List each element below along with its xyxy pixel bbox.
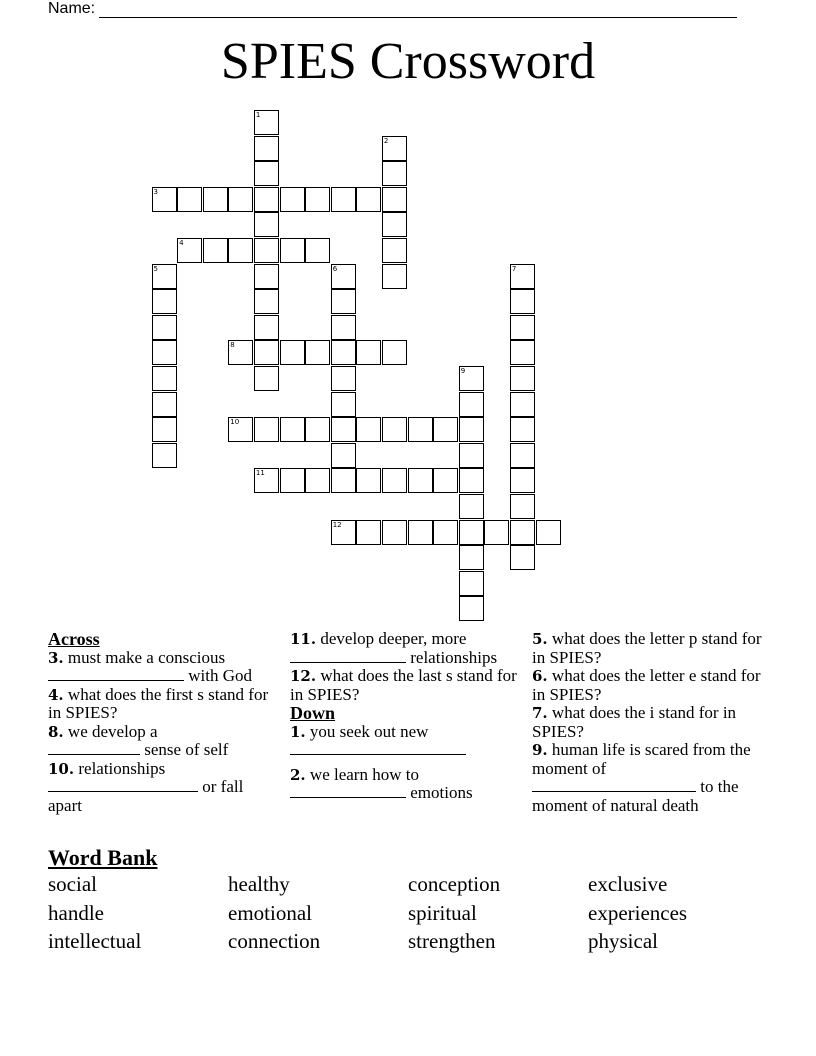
clue-down-6: 6. what does the letter e stand for in SPIES?: [532, 666, 761, 704]
grid-cell[interactable]: [331, 187, 356, 212]
word-bank-item: healthy: [228, 872, 290, 896]
grid-cell[interactable]: [382, 520, 407, 545]
grid-cell[interactable]: [459, 571, 484, 596]
clues-column-1: [48, 630, 276, 815]
grid-cell[interactable]: [331, 366, 356, 391]
grid-number: 6: [332, 264, 338, 273]
grid-cell[interactable]: [459, 417, 484, 442]
grid-cell[interactable]: [382, 161, 407, 186]
word-bank-item: connection: [228, 929, 321, 953]
grid-cell[interactable]: [510, 340, 535, 365]
clues-column-3: [532, 630, 762, 815]
grid-cell[interactable]: [331, 443, 356, 468]
grid-cell[interactable]: [356, 468, 381, 493]
grid-cell[interactable]: [459, 443, 484, 468]
grid-cell[interactable]: [254, 136, 279, 161]
word-bank-item: exclusive: [588, 872, 668, 896]
grid-cell[interactable]: [382, 238, 407, 263]
word-bank-item: spiritual: [408, 900, 477, 925]
word-bank-title: Word Bank: [48, 845, 158, 870]
grid-cell[interactable]: [280, 238, 305, 263]
grid-cell[interactable]: [254, 315, 279, 340]
clue-across-12: 12. what does the last s stand for in SPIES?: [290, 666, 517, 704]
grid-cell[interactable]: [331, 340, 356, 365]
word-bank-item: handle: [48, 900, 104, 925]
grid-number: 4: [179, 239, 184, 247]
grid-cell[interactable]: [382, 340, 407, 365]
grid-number: 11: [255, 469, 265, 478]
grid-cell[interactable]: [459, 468, 484, 493]
grid-cell[interactable]: [177, 187, 202, 212]
grid-cell[interactable]: [510, 443, 535, 468]
grid-cell[interactable]: [510, 366, 535, 391]
grid-cell[interactable]: [510, 289, 535, 314]
grid-cell[interactable]: [356, 340, 381, 365]
grid-cell[interactable]: [433, 417, 458, 442]
grid-cell[interactable]: [152, 417, 177, 442]
grid-cell[interactable]: [254, 340, 279, 365]
grid-cell[interactable]: [459, 520, 484, 545]
grid-cell[interactable]: [382, 264, 407, 289]
grid-cell[interactable]: [331, 392, 356, 417]
clue-down-5: 5. what does the letter p stand for in SPIES?: [532, 629, 762, 667]
grid-cell[interactable]: [382, 417, 407, 442]
grid-cell[interactable]: [152, 315, 177, 340]
grid-cell[interactable]: [203, 187, 228, 212]
clue-down-9: 9. human life is scared from the moment of to the moment of natural death: [532, 740, 751, 815]
grid-cell[interactable]: [331, 289, 356, 314]
grid-cell[interactable]: [280, 340, 305, 365]
grid-cell[interactable]: [152, 443, 177, 468]
grid-number: 8: [230, 341, 235, 350]
grid-number: 12: [332, 520, 342, 529]
grid-cell[interactable]: [408, 520, 433, 545]
grid-cell[interactable]: [510, 545, 535, 570]
grid-cell[interactable]: [152, 392, 177, 417]
grid-cell[interactable]: [510, 392, 535, 417]
word-bank-item: physical: [588, 929, 658, 953]
word-bank-item: emotional: [228, 900, 312, 925]
grid-cell[interactable]: [254, 238, 279, 263]
word-bank-item: intellectual: [48, 929, 142, 953]
grid-cell[interactable]: [305, 417, 330, 442]
down-header: Down: [290, 703, 336, 723]
grid-cell[interactable]: [280, 417, 305, 442]
grid-number: 7: [511, 264, 517, 273]
word-bank-item: conception: [408, 872, 501, 896]
grid-cell[interactable]: [433, 468, 458, 493]
clue-down-1: 1. you seek out new: [290, 723, 522, 760]
grid-number: 3: [153, 187, 158, 196]
grid-cell[interactable]: [510, 520, 535, 545]
grid-number: 1: [255, 111, 261, 119]
grid-cell[interactable]: [408, 417, 433, 442]
grid-cell[interactable]: [382, 468, 407, 493]
grid-cell[interactable]: [305, 238, 330, 263]
grid-cell[interactable]: [459, 392, 484, 417]
grid-cell[interactable]: [331, 417, 356, 442]
grid-cell[interactable]: [254, 212, 279, 237]
grid-cell[interactable]: [305, 468, 330, 493]
grid-cell[interactable]: [305, 187, 330, 212]
clue-across-8: 8. we develop a sense of self: [48, 721, 229, 759]
grid-cell[interactable]: [152, 289, 177, 314]
clue-down-2: 2. we learn how to emotions: [290, 764, 473, 802]
grid-cell[interactable]: [356, 520, 381, 545]
grid-number: 2: [383, 136, 389, 145]
grid-cell[interactable]: [254, 289, 279, 314]
word-bank-item: experiences: [588, 900, 688, 925]
grid-cell[interactable]: [203, 238, 228, 263]
grid-cell[interactable]: [152, 340, 177, 365]
grid-cell[interactable]: [254, 417, 279, 442]
grid-cell[interactable]: [356, 187, 381, 212]
grid-cell[interactable]: [510, 494, 535, 519]
grid-cell[interactable]: [433, 520, 458, 545]
clue-across-10: 10. relationships or fall apart: [48, 758, 244, 815]
page-title: SPIES Crossword: [220, 33, 596, 90]
name-label: Name:: [48, 0, 96, 17]
grid-cell[interactable]: [254, 264, 279, 289]
grid-cell[interactable]: [510, 315, 535, 340]
grid-cell[interactable]: [510, 468, 535, 493]
clue-across-11: 11. develop deeper, more relationships: [290, 629, 498, 667]
grid-cell[interactable]: [331, 315, 356, 340]
grid-number: 5: [153, 264, 158, 273]
grid-cell[interactable]: [408, 468, 433, 493]
grid-cell[interactable]: [382, 187, 407, 212]
grid-number: 10: [230, 418, 240, 427]
grid-cell[interactable]: [459, 596, 484, 621]
clue-across-4: 4. what does the first s stand for in SPIES?: [48, 684, 269, 722]
word-bank-item: social: [48, 872, 97, 896]
grid-cell[interactable]: [280, 187, 305, 212]
grid-cell[interactable]: [356, 417, 381, 442]
clue-down-7: 7. what does the i stand for in SPIES?: [532, 703, 737, 741]
grid-cell[interactable]: [536, 520, 561, 545]
grid-cell[interactable]: [228, 238, 253, 263]
grid-cell[interactable]: [305, 340, 330, 365]
grid-cell[interactable]: [228, 187, 253, 212]
clues-column-2: [290, 630, 522, 803]
grid-cell[interactable]: [254, 366, 279, 391]
grid-cell[interactable]: [280, 468, 305, 493]
grid-cell[interactable]: [382, 212, 407, 237]
grid-cell[interactable]: [510, 417, 535, 442]
grid-cell[interactable]: [152, 366, 177, 391]
word-bank-item: strengthen: [408, 929, 496, 953]
grid-number: 9: [460, 367, 466, 375]
grid-cell[interactable]: [254, 187, 279, 212]
grid-cell[interactable]: [459, 494, 484, 519]
clue-across-3: 3. must make a conscious with God: [48, 647, 252, 685]
grid-cell[interactable]: [484, 520, 509, 545]
grid-cell[interactable]: [459, 545, 484, 570]
grid-cell[interactable]: [254, 161, 279, 186]
across-header: Across: [48, 629, 100, 649]
grid-cell[interactable]: [331, 468, 356, 493]
